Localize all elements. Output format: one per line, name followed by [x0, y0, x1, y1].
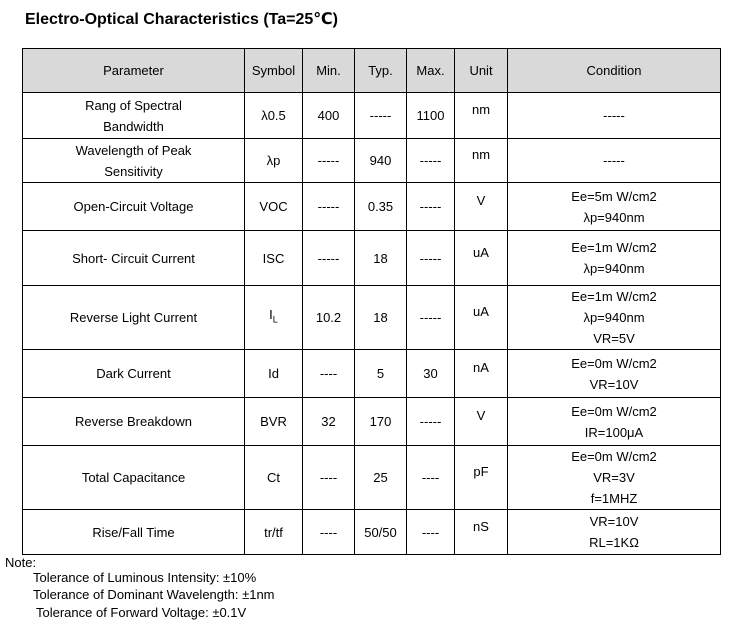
unit-text: uA: [473, 244, 489, 260]
symbol-text: VOC: [259, 199, 288, 214]
note-label: Note:: [5, 555, 37, 570]
cell-typ: 170: [355, 398, 407, 446]
cell-parameter: [23, 286, 245, 350]
header-max: Max.: [407, 49, 455, 93]
header-symbol: Symbol: [245, 49, 303, 93]
cell-min: ----: [303, 446, 355, 510]
symbol-text: Ct: [267, 470, 280, 485]
cell-condition: [508, 446, 721, 510]
cell-parameter: [23, 231, 245, 286]
cell-parameter: [23, 93, 245, 139]
condition-text: λp=940nm: [583, 209, 645, 225]
table-row: [23, 93, 721, 139]
cell-symbol: [245, 231, 303, 286]
cell-condition: [508, 231, 721, 286]
cell-unit: [455, 183, 508, 231]
cell-condition: [508, 139, 721, 183]
cell-unit: [455, 350, 508, 398]
cell-unit: [455, 286, 508, 350]
cell-symbol: [245, 286, 303, 350]
cell-max: -----: [407, 183, 455, 231]
cell-min: ----: [303, 350, 355, 398]
parameter-text: Rang of Spectral: [85, 97, 182, 113]
header-typ: Typ.: [355, 49, 407, 93]
cell-condition: [508, 286, 721, 350]
symbol-text: ISC: [262, 250, 285, 266]
cell-typ: 940: [355, 139, 407, 183]
table-row: [23, 510, 721, 555]
symbol-text: BVR: [260, 414, 287, 429]
symbol-text: tr/tf: [264, 524, 283, 540]
parameter-text: Rise/Fall Time: [92, 524, 175, 540]
symbol-text: λ0.5: [261, 108, 286, 123]
unit-text: pF: [473, 464, 489, 479]
table-row: [23, 231, 721, 286]
note-line: Tolerance of Forward Voltage: ±0.1V: [36, 605, 247, 620]
condition-text: f=1MHZ: [590, 491, 638, 506]
page-title: Electro-Optical Characteristics (Ta=25℃): [25, 11, 338, 28]
cell-unit: [455, 231, 508, 286]
table-row: [23, 446, 721, 510]
symbol-text: λp: [266, 153, 281, 168]
condition-text: Ee=0m W/cm2: [571, 403, 657, 419]
cell-min: 32: [303, 398, 355, 446]
cell-min: -----: [303, 139, 355, 183]
cell-unit: [455, 446, 508, 510]
cell-parameter: [23, 183, 245, 231]
table-row: [23, 139, 721, 183]
condition-text: λp=940nm: [583, 261, 645, 276]
header-condition: Condition: [508, 49, 721, 93]
note-line: Tolerance of Dominant Wavelength: ±1nm: [33, 587, 275, 602]
cell-symbol: [245, 139, 303, 183]
parameter-text: Bandwidth: [103, 118, 164, 134]
cell-typ: 50/50: [355, 510, 407, 555]
condition-text: -----: [603, 153, 625, 168]
cell-parameter: [23, 510, 245, 555]
cell-typ: 18: [355, 231, 407, 286]
condition-text: VR=5V: [593, 331, 635, 346]
unit-text: V: [476, 408, 486, 423]
condition-text: Ee=5m W/cm2: [571, 188, 657, 204]
condition-text: IR=100μA: [584, 424, 644, 440]
cell-max: ----: [407, 510, 455, 555]
unit-text: V: [476, 193, 486, 208]
table-header-row: [23, 49, 721, 93]
condition-text: RL=1KΩ: [589, 535, 639, 550]
cell-min: 400: [303, 93, 355, 139]
table-row: [23, 286, 721, 350]
parameter-text: Reverse Breakdown: [74, 414, 193, 429]
cell-typ: 18: [355, 286, 407, 350]
unit-text: uA: [473, 304, 489, 319]
condition-text: Ee=1m W/cm2: [571, 240, 657, 255]
condition-text: λp=940nm: [583, 310, 645, 325]
cell-symbol: [245, 398, 303, 446]
table-row: [23, 350, 721, 398]
cell-parameter: [23, 446, 245, 510]
unit-text: nm: [471, 102, 491, 117]
cell-condition: [508, 183, 721, 231]
parameter-text: Reverse Light Current: [69, 310, 198, 325]
header-parameter: Parameter: [23, 49, 245, 93]
cell-max: 30: [407, 350, 455, 398]
table-row: [23, 183, 721, 231]
cell-max: 1100: [407, 93, 455, 139]
cell-typ: 25: [355, 446, 407, 510]
condition-text: VR=10V: [589, 376, 639, 392]
cell-min: -----: [303, 183, 355, 231]
cell-symbol: [245, 183, 303, 231]
cell-min: ----: [303, 510, 355, 555]
condition-text: Ee=1m W/cm2: [571, 289, 657, 304]
parameter-text: Dark Current: [96, 366, 171, 381]
condition-text: Ee=0m W/cm2: [571, 449, 657, 464]
cell-unit: [455, 510, 508, 555]
cell-symbol: [245, 510, 303, 555]
cell-parameter: [23, 139, 245, 183]
condition-text: VR=10V: [589, 514, 639, 529]
parameter-text: Total Capacitance: [81, 470, 186, 485]
header-unit: Unit: [455, 49, 508, 93]
cell-symbol: [245, 93, 303, 139]
symbol-text: Id: [268, 366, 279, 381]
cell-typ: 5: [355, 350, 407, 398]
cell-typ: 0.35: [355, 183, 407, 231]
characteristics-table: [22, 48, 721, 555]
cell-max: -----: [407, 398, 455, 446]
unit-text: nS: [473, 518, 489, 534]
cell-symbol: [245, 350, 303, 398]
cell-typ: -----: [355, 93, 407, 139]
cell-parameter: [23, 398, 245, 446]
cell-condition: [508, 350, 721, 398]
note-line: Tolerance of Luminous Intensity: ±10%: [33, 570, 257, 585]
cell-condition: [508, 398, 721, 446]
cell-max: -----: [407, 139, 455, 183]
cell-max: ----: [407, 446, 455, 510]
condition-text: Ee=0m W/cm2: [571, 355, 657, 371]
unit-text: nm: [471, 147, 491, 162]
cell-unit: [455, 139, 508, 183]
parameter-text: Wavelength of Peak: [75, 142, 192, 158]
cell-min: 10.2: [303, 286, 355, 350]
unit-text: nA: [473, 360, 489, 375]
symbol-text: I: [269, 307, 273, 323]
parameter-text: Short- Circuit Current: [72, 250, 195, 266]
cell-parameter: [23, 350, 245, 398]
symbol-subscript: L: [272, 314, 278, 325]
cell-max: -----: [407, 286, 455, 350]
table-row: [23, 398, 721, 446]
cell-unit: [455, 93, 508, 139]
cell-min: -----: [303, 231, 355, 286]
cell-unit: [455, 398, 508, 446]
parameter-text: Sensitivity: [104, 163, 163, 179]
cell-condition: [508, 510, 721, 555]
parameter-text: Open-Circuit Voltage: [73, 199, 194, 214]
header-min: Min.: [303, 49, 355, 93]
cell-condition: [508, 93, 721, 139]
cell-max: -----: [407, 231, 455, 286]
cell-symbol: [245, 446, 303, 510]
condition-text: VR=3V: [593, 470, 635, 485]
condition-text: -----: [603, 108, 625, 123]
